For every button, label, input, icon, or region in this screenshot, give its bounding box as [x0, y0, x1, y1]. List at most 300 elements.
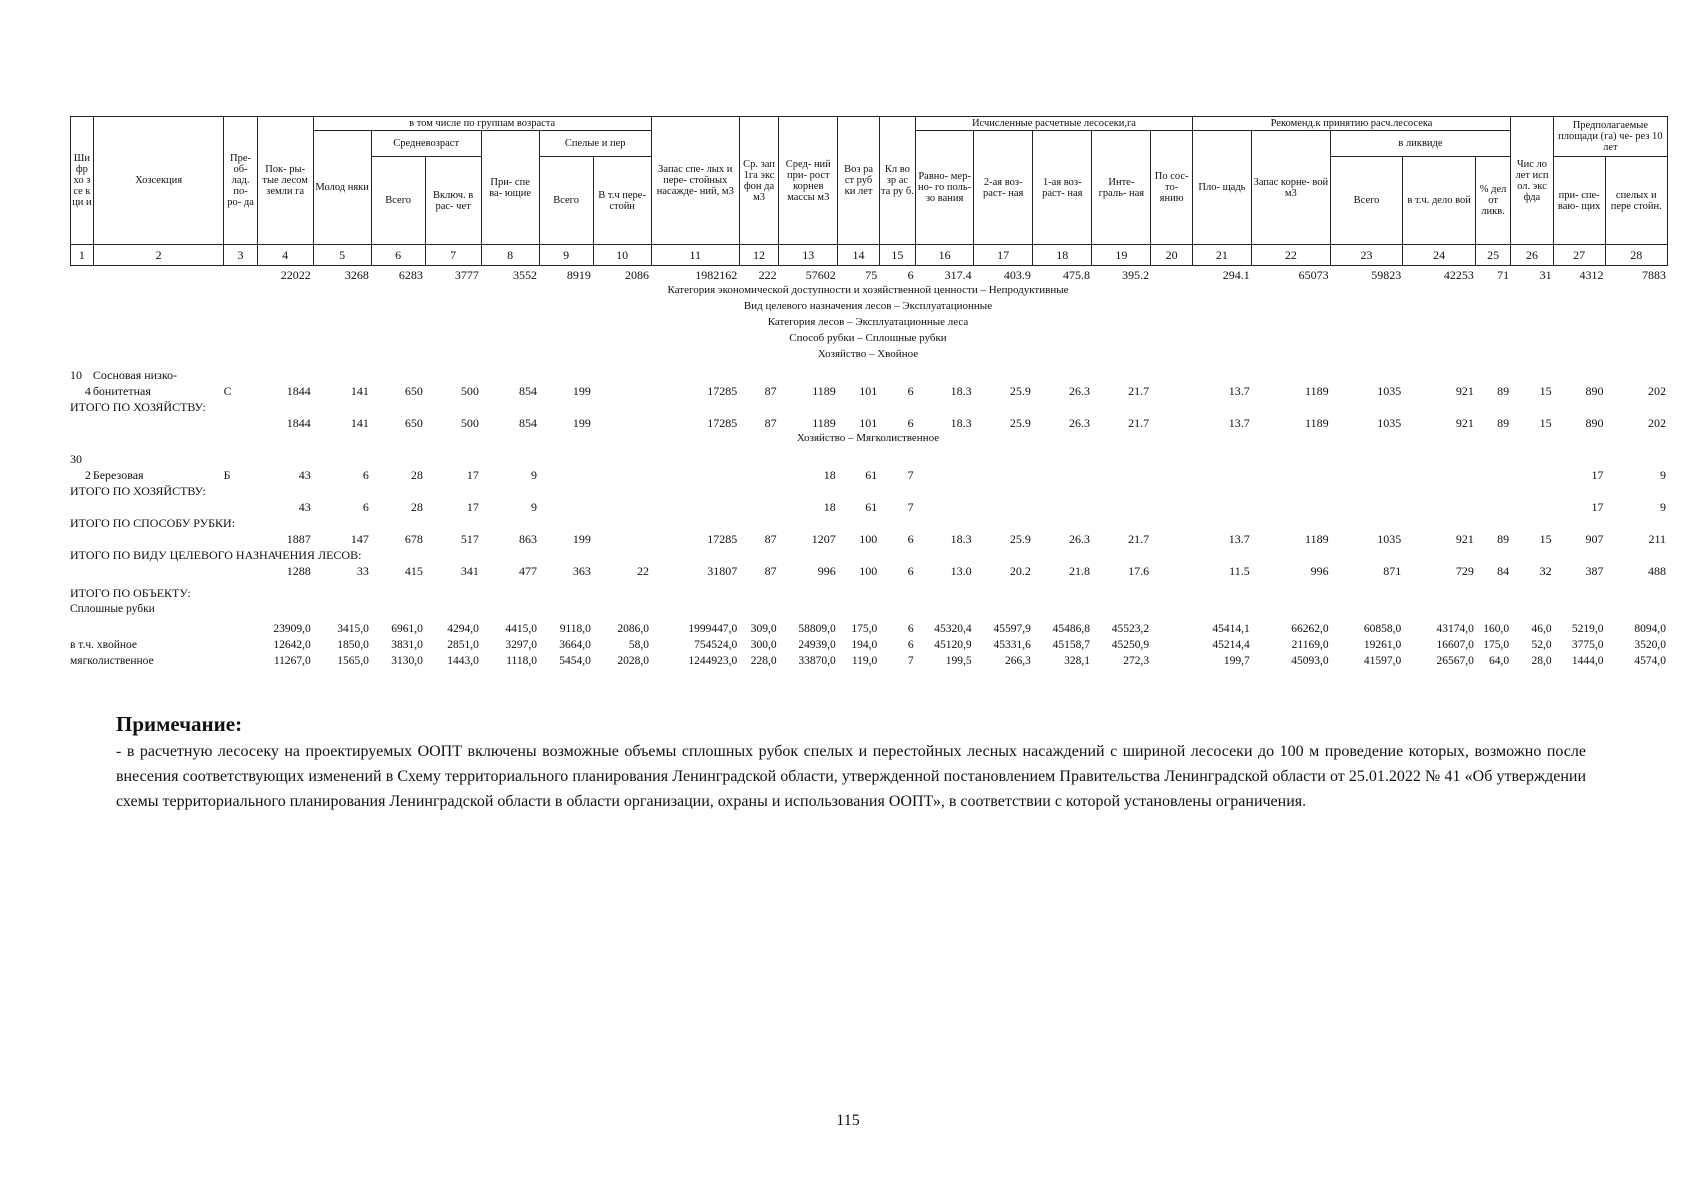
table-cell: 21.7 — [1128, 416, 1150, 430]
col-number: 15 — [879, 245, 915, 266]
table-cell: 500 — [460, 384, 479, 398]
table-cell: 6 — [907, 268, 914, 282]
col-number: 28 — [1605, 245, 1667, 266]
forest-report-sheet — [70, 116, 1668, 668]
table-cell: 17.6 — [1128, 564, 1150, 578]
conifer-total-label — [70, 398, 1668, 414]
table-cell: 119,0 — [851, 655, 878, 667]
table-cell: 1999447,0 — [688, 623, 738, 635]
column-number-row — [71, 245, 1668, 266]
table-cell — [1033, 498, 1092, 514]
table-cell: ИТОГО ПО ХОЗЯЙСТВУ: — [70, 400, 206, 414]
age-groups-header: в том числе по группам возраста — [313, 117, 651, 131]
table-cell — [1252, 498, 1331, 514]
object-sublabel — [70, 600, 1668, 616]
table-cell: 16607,0 — [1436, 639, 1474, 651]
category-line — [70, 330, 1668, 346]
category-line — [70, 430, 1668, 446]
col-forested-header: Пок- ры- тые лесом земли га — [257, 117, 313, 245]
table-cell: 17285 — [707, 384, 738, 398]
col-growth-header: Сред- ний при- рост корнев массы м3 — [779, 117, 838, 245]
table-cell: 89 — [1497, 532, 1510, 546]
table-cell: 6 — [907, 416, 914, 430]
col-number: 2 — [93, 245, 224, 266]
table-cell: 222 — [758, 268, 777, 282]
col-young-header: Молод няки — [313, 131, 371, 245]
col-mid-incl-header: Включ. в рас- чет — [425, 157, 481, 245]
table-cell: 25.9 — [1009, 532, 1031, 546]
table-cell: 199,7 — [1223, 655, 1250, 667]
table-cell: 317.4 — [944, 268, 972, 282]
table-cell: 1118,0 — [506, 655, 537, 667]
col-number: 3 — [224, 245, 257, 266]
table-cell: 45331,6 — [993, 639, 1031, 651]
col-number: 19 — [1092, 245, 1151, 266]
table-cell — [916, 498, 974, 514]
table-cell: 18.3 — [950, 416, 972, 430]
table-cell: 328,1 — [1064, 655, 1090, 667]
col-number: 16 — [916, 245, 974, 266]
table-cell: 202 — [1648, 416, 1666, 430]
table-cell: 921 — [1455, 384, 1474, 398]
table-cell: 13.7 — [1228, 532, 1250, 546]
col-number: 6 — [371, 245, 425, 266]
table-cell — [224, 266, 257, 282]
table-cell: 147 — [350, 532, 369, 546]
purpose-total-row — [70, 562, 1668, 578]
table-cell: 18 — [823, 500, 836, 514]
table-cell: 1189 — [812, 416, 836, 430]
col-liq-business-header: в т.ч. дело вой — [1403, 157, 1476, 245]
table-cell: 3664,0 — [559, 639, 591, 651]
table-cell — [1476, 466, 1511, 482]
table-cell: 101 — [859, 416, 878, 430]
table-cell: 1189 — [1305, 532, 1329, 546]
table-cell: 33 — [356, 564, 369, 578]
table-cell: 89 — [1497, 384, 1510, 398]
table-cell: 854 — [518, 384, 537, 398]
category-line — [70, 314, 1668, 330]
table-cell: 45523,2 — [1111, 623, 1150, 635]
col-number: 20 — [1151, 245, 1192, 266]
table-cell: 3415,0 — [337, 623, 369, 635]
table-cell: 1565,0 — [337, 655, 369, 667]
table-cell: 45414,1 — [1212, 623, 1250, 635]
table-cell: 1443,0 — [447, 655, 479, 667]
table-cell: 517 — [460, 532, 479, 546]
table-cell: Сосновая низко- — [92, 368, 178, 382]
table-cell: Способ рубки – Сплошные рубки — [789, 331, 947, 344]
table-cell: 43 — [298, 500, 311, 514]
table-cell: 6961,0 — [391, 623, 423, 635]
table-cell — [1092, 466, 1151, 482]
table-cell: 6 — [907, 532, 914, 546]
table-cell: 650 — [404, 384, 423, 398]
table-cell: Категория экономической доступности и хозяйственной ценности – Непродуктивные — [667, 283, 1069, 296]
table-cell: 907 — [1585, 532, 1604, 546]
table-cell: 6283 — [398, 268, 423, 282]
table-cell: 6 — [907, 623, 914, 635]
table-cell: 22 — [637, 564, 650, 578]
table-cell: 24939,0 — [798, 639, 836, 651]
col-number: 24 — [1403, 245, 1476, 266]
table-cell — [1092, 498, 1151, 514]
report-body-table — [70, 266, 1668, 668]
col-age-class-header: Кл во зр ас та ру б. — [879, 117, 915, 245]
col-area-header: Пло- щадь — [1192, 131, 1251, 245]
table-cell: 294.1 — [1222, 268, 1250, 282]
table-cell: 45320,4 — [934, 623, 972, 635]
table-cell: 160,0 — [1483, 623, 1510, 635]
table-cell: 8094,0 — [1634, 623, 1666, 635]
table-cell: 754524,0 — [694, 639, 738, 651]
birch-code-row — [70, 450, 1668, 466]
table-cell: ИТОГО ПО СПОСОБУ РУБКИ: — [70, 516, 236, 530]
table-cell: 25.9 — [1009, 384, 1031, 398]
table-cell: 921 — [1455, 532, 1474, 546]
table-cell: 871 — [1383, 564, 1402, 578]
table-cell: 363 — [572, 564, 591, 578]
table-cell: 3777 — [454, 268, 479, 282]
table-cell — [1151, 636, 1193, 652]
table-cell: 21169,0 — [1291, 639, 1329, 651]
table-cell — [70, 266, 93, 282]
table-cell: 3268 — [344, 268, 369, 282]
conifer-total-row — [70, 414, 1668, 430]
table-cell: 1887 — [286, 532, 311, 546]
table-cell: 199,5 — [945, 655, 972, 667]
table-cell: 194,0 — [851, 639, 878, 651]
table-cell — [70, 498, 257, 514]
table-cell: 7883 — [1642, 268, 1666, 282]
table-cell: 477 — [518, 564, 537, 578]
col-root-stock-header: Запас корне- вой м3 — [1251, 131, 1330, 245]
table-cell: Вид целевого назначения лесов – Эксплуатационные — [743, 299, 993, 312]
table-cell: 890 — [1585, 416, 1604, 430]
table-cell — [1151, 466, 1193, 482]
table-cell: 2851,0 — [447, 639, 479, 651]
col-number: 21 — [1192, 245, 1251, 266]
table-cell: ИТОГО ПО ВИДУ ЦЕЛЕВОГО НАЗНАЧЕНИЯ ЛЕСОВ: — [70, 548, 362, 562]
table-cell: 45120,9 — [934, 639, 972, 651]
section-code-row — [70, 366, 1668, 382]
col-ripe-total-header: Всего — [539, 157, 593, 245]
object-total-label — [70, 584, 1668, 600]
col-cipher-header: Ши фр хо з се к ци и — [71, 117, 94, 245]
table-cell: мягколиственное — [70, 655, 154, 667]
table-cell: 23909,0 — [273, 623, 311, 635]
col-number: 25 — [1475, 245, 1510, 266]
col-number: 26 — [1511, 245, 1554, 266]
table-cell: 15 — [1539, 384, 1552, 398]
col-number: 23 — [1330, 245, 1403, 266]
table-cell: 12642,0 — [273, 639, 311, 651]
table-cell — [70, 562, 257, 578]
col-number: 1 — [71, 245, 94, 266]
table-cell — [1511, 498, 1554, 514]
table-cell: 100 — [859, 532, 878, 546]
col-liq-pct-header: % дел от ликв. — [1475, 157, 1510, 245]
table-cell: 32 — [1539, 564, 1552, 578]
table-cell: 2086 — [625, 268, 650, 282]
table-cell — [1151, 414, 1193, 430]
table-cell: в т.ч. хвойное — [70, 639, 138, 651]
table-cell: 61 — [865, 500, 878, 514]
table-cell: 15 — [1539, 416, 1552, 430]
object-total-row — [70, 620, 1668, 636]
table-cell: 17 — [466, 468, 479, 482]
table-cell: 854 — [518, 416, 537, 430]
table-cell — [1033, 466, 1092, 482]
table-cell: 1844 — [286, 384, 311, 398]
table-cell: 199 — [572, 532, 591, 546]
table-cell: 1844 — [286, 416, 311, 430]
birch-row — [70, 466, 1668, 482]
table-cell — [1151, 266, 1193, 282]
table-cell — [974, 466, 1033, 482]
table-cell: 17285 — [707, 416, 738, 430]
note-block — [116, 712, 1586, 814]
table-cell: С — [223, 384, 232, 398]
note-text: - в расчетную лесосеку на проектируемых ООПТ включены возможные объемы сплошных рубок спелых и перестойных лесных насаждений с шириной лесосеки до 100 м проведение которых, возможно после внесения соответствующих изменений в Схему территориального планирования Ленинградской области, утвержденной постановлением Правительства Ленинградской области от 25.01.2022 № 41 «Об утверждении схемы территориального планирования Ленинградской области в области организации, охраны и использования ООПТ», в соответствии с которой установлены ограничения. — [116, 743, 1586, 810]
table-cell: 28 — [410, 468, 423, 482]
table-cell: 22022 — [280, 268, 311, 282]
table-cell: 1035 — [1377, 384, 1402, 398]
table-cell: 7 — [907, 468, 914, 482]
col-second-age-header: 2-ая воз- раст- ная — [974, 131, 1033, 245]
table-cell: 6 — [907, 384, 914, 398]
col-number: 4 — [257, 245, 313, 266]
table-cell: 26567,0 — [1436, 655, 1474, 667]
table-cell: 45158,7 — [1052, 639, 1090, 651]
col-number: 12 — [739, 245, 778, 266]
col-cut-age-header: Воз ра ст руб ки лет — [838, 117, 879, 245]
table-cell: 4 — [84, 384, 91, 398]
table-cell: 26.3 — [1068, 384, 1090, 398]
table-cell: 42253 — [1443, 268, 1474, 282]
table-cell: 7 — [907, 500, 914, 514]
table-cell: 8919 — [566, 268, 591, 282]
table-cell — [739, 466, 778, 482]
ripe-header: Спелые и пер — [539, 131, 651, 157]
table-cell — [1151, 530, 1193, 546]
table-cell: 101 — [859, 384, 878, 398]
table-cell: 4415,0 — [505, 623, 537, 635]
table-cell: 141 — [350, 416, 369, 430]
table-cell: 58,0 — [628, 639, 650, 651]
table-cell: 921 — [1455, 416, 1474, 430]
table-cell: 141 — [350, 384, 369, 398]
table-cell — [1252, 466, 1331, 482]
col-number: 22 — [1251, 245, 1330, 266]
col-number: 18 — [1033, 245, 1092, 266]
table-cell — [974, 498, 1033, 514]
table-cell: 500 — [460, 416, 479, 430]
table-cell — [1476, 498, 1511, 514]
table-cell: 13.7 — [1228, 416, 1250, 430]
table-cell: 18.3 — [950, 384, 972, 398]
table-cell: 45486,8 — [1052, 623, 1090, 635]
table-cell: 5454,0 — [559, 655, 591, 667]
table-cell: 75 — [865, 268, 878, 282]
table-cell: 45093,0 — [1291, 655, 1329, 667]
table-cell: 228,0 — [750, 655, 777, 667]
table-cell: 300,0 — [750, 639, 777, 651]
table-cell: 1189 — [1305, 384, 1329, 398]
table-cell: Хозяйство – Хвойное — [817, 347, 919, 360]
table-cell — [1331, 466, 1404, 482]
table-cell: 17285 — [707, 532, 738, 546]
table-cell: 199 — [572, 416, 591, 430]
table-cell — [1193, 498, 1252, 514]
table-cell: 20.2 — [1009, 564, 1031, 578]
table-cell — [593, 414, 651, 430]
table-cell: 87 — [764, 384, 777, 398]
table-cell: 863 — [518, 532, 537, 546]
table-cell: 58809,0 — [798, 623, 836, 635]
table-cell: 387 — [1585, 564, 1604, 578]
table-cell — [1511, 466, 1554, 482]
note-title: Примечание: — [116, 712, 243, 736]
future-header: Предполагаемые площади (га) че- рез 10 лет — [1553, 117, 1667, 157]
table-cell: 4294,0 — [447, 623, 479, 635]
table-cell: 488 — [1648, 564, 1666, 578]
table-cell: 10 — [70, 368, 82, 382]
table-cell: 21.7 — [1128, 384, 1150, 398]
col-maturing-header: При- спе ва- ющие — [481, 131, 539, 245]
table-cell — [1331, 498, 1404, 514]
table-cell — [70, 530, 257, 546]
table-cell — [539, 498, 593, 514]
col-overripe-header: В т.ч пере- стойн — [593, 157, 651, 245]
table-cell: 15 — [1539, 532, 1552, 546]
table-cell: Березовая — [92, 468, 144, 482]
table-cell: 2 — [84, 468, 91, 482]
category-line — [70, 298, 1668, 314]
table-cell — [70, 414, 257, 430]
table-cell: 60858,0 — [1363, 623, 1402, 635]
table-cell: 45214,4 — [1212, 639, 1250, 651]
col-number: 27 — [1553, 245, 1605, 266]
col-years-header: Чис ло лет исп ол. экс фда — [1511, 117, 1554, 245]
table-cell: 2028,0 — [617, 655, 650, 667]
col-number: 10 — [593, 245, 651, 266]
table-cell: 341 — [460, 564, 479, 578]
table-cell: 87 — [764, 532, 777, 546]
table-cell: 6 — [907, 564, 914, 578]
table-cell — [539, 466, 593, 482]
col-number: 13 — [779, 245, 838, 266]
table-cell: 403.9 — [1003, 268, 1031, 282]
table-cell: 9 — [1660, 500, 1666, 514]
col-uniform-header: Равно- мер- но- го поль- зо вания — [916, 131, 974, 245]
table-cell: 996 — [1310, 564, 1329, 578]
table-cell: 1850,0 — [337, 639, 369, 651]
table-cell: 11.5 — [1229, 564, 1250, 578]
table-cell: Сплошные рубки — [70, 603, 155, 615]
col-number: 9 — [539, 245, 593, 266]
table-cell: 4312 — [1579, 268, 1604, 282]
table-cell: 43 — [298, 468, 311, 482]
table-cell: 2086,0 — [617, 623, 650, 635]
table-cell — [651, 498, 739, 514]
table-cell: 5219,0 — [1571, 623, 1604, 635]
table-cell: 272,3 — [1123, 655, 1150, 667]
table-cell: 89 — [1497, 416, 1510, 430]
table-cell: 3775,0 — [1571, 639, 1604, 651]
table-cell: 415 — [404, 564, 423, 578]
table-cell: 175,0 — [851, 623, 878, 635]
table-cell — [1151, 498, 1193, 514]
conifer-row — [70, 382, 1668, 398]
object-conifer-row — [70, 636, 1668, 652]
table-cell: Хозяйство – Мягколиственное — [796, 431, 940, 444]
table-cell: 18 — [823, 468, 836, 482]
table-cell: 13.7 — [1228, 384, 1250, 398]
table-cell: 890 — [1585, 384, 1604, 398]
table-cell: 46,0 — [1531, 623, 1552, 635]
table-cell: 28 — [410, 500, 423, 514]
table-cell: 650 — [404, 416, 423, 430]
table-cell: 19261,0 — [1363, 639, 1402, 651]
table-cell — [1151, 562, 1193, 578]
table-cell — [593, 498, 651, 514]
method-total-row — [70, 530, 1668, 546]
col-integral-header: Инте- граль- ная — [1092, 131, 1151, 245]
table-cell: 475.8 — [1062, 268, 1090, 282]
table-cell — [593, 466, 651, 482]
table-cell: 9 — [530, 500, 537, 514]
col-first-age-header: 1-ая воз- раст- ная — [1033, 131, 1092, 245]
table-cell — [593, 530, 651, 546]
table-cell: 199 — [572, 384, 591, 398]
table-cell: ИТОГО ПО ОБЪЕКТУ: — [70, 586, 191, 600]
table-cell: 202 — [1648, 384, 1666, 398]
table-cell: 61 — [865, 468, 878, 482]
table-cell: ИТОГО ПО ХОЗЯЙСТВУ: — [70, 484, 206, 498]
table-cell: 41597,0 — [1363, 655, 1402, 667]
grand-total-row — [70, 266, 1668, 282]
col-liq-total-header: Всего — [1330, 157, 1403, 245]
col-number: 7 — [425, 245, 481, 266]
table-cell — [916, 466, 974, 482]
table-cell: 30 — [70, 452, 82, 466]
table-cell: 31807 — [707, 564, 738, 578]
method-total-label — [70, 514, 1668, 530]
table-cell: 1244923,0 — [688, 655, 738, 667]
col-mid-total-header: Всего — [371, 157, 425, 245]
table-cell: 26.3 — [1068, 416, 1090, 430]
table-cell: 17 — [1591, 468, 1604, 482]
table-cell — [593, 382, 651, 398]
table-cell: 9 — [530, 468, 537, 482]
purpose-total-label — [70, 546, 1668, 562]
col-stock-header: Запас спе- лых и пере- стойных насажде- ний, м3 — [651, 117, 739, 245]
table-cell: 43174,0 — [1436, 623, 1474, 635]
birch-total-row — [70, 498, 1668, 514]
calc-header: Исчисленные расчетные лесосеки,га — [916, 117, 1193, 131]
table-cell — [70, 620, 257, 636]
table-cell: 3552 — [512, 268, 537, 282]
category-line — [70, 282, 1668, 298]
table-cell: 17 — [1591, 500, 1604, 514]
table-cell: Категория лесов – Эксплуатационные леса — [767, 315, 969, 328]
table-cell: 45597,9 — [993, 623, 1031, 635]
table-cell: 17 — [466, 500, 479, 514]
table-cell: 175,0 — [1483, 639, 1510, 651]
col-number: 11 — [651, 245, 739, 266]
table-cell: 57602 — [805, 268, 836, 282]
